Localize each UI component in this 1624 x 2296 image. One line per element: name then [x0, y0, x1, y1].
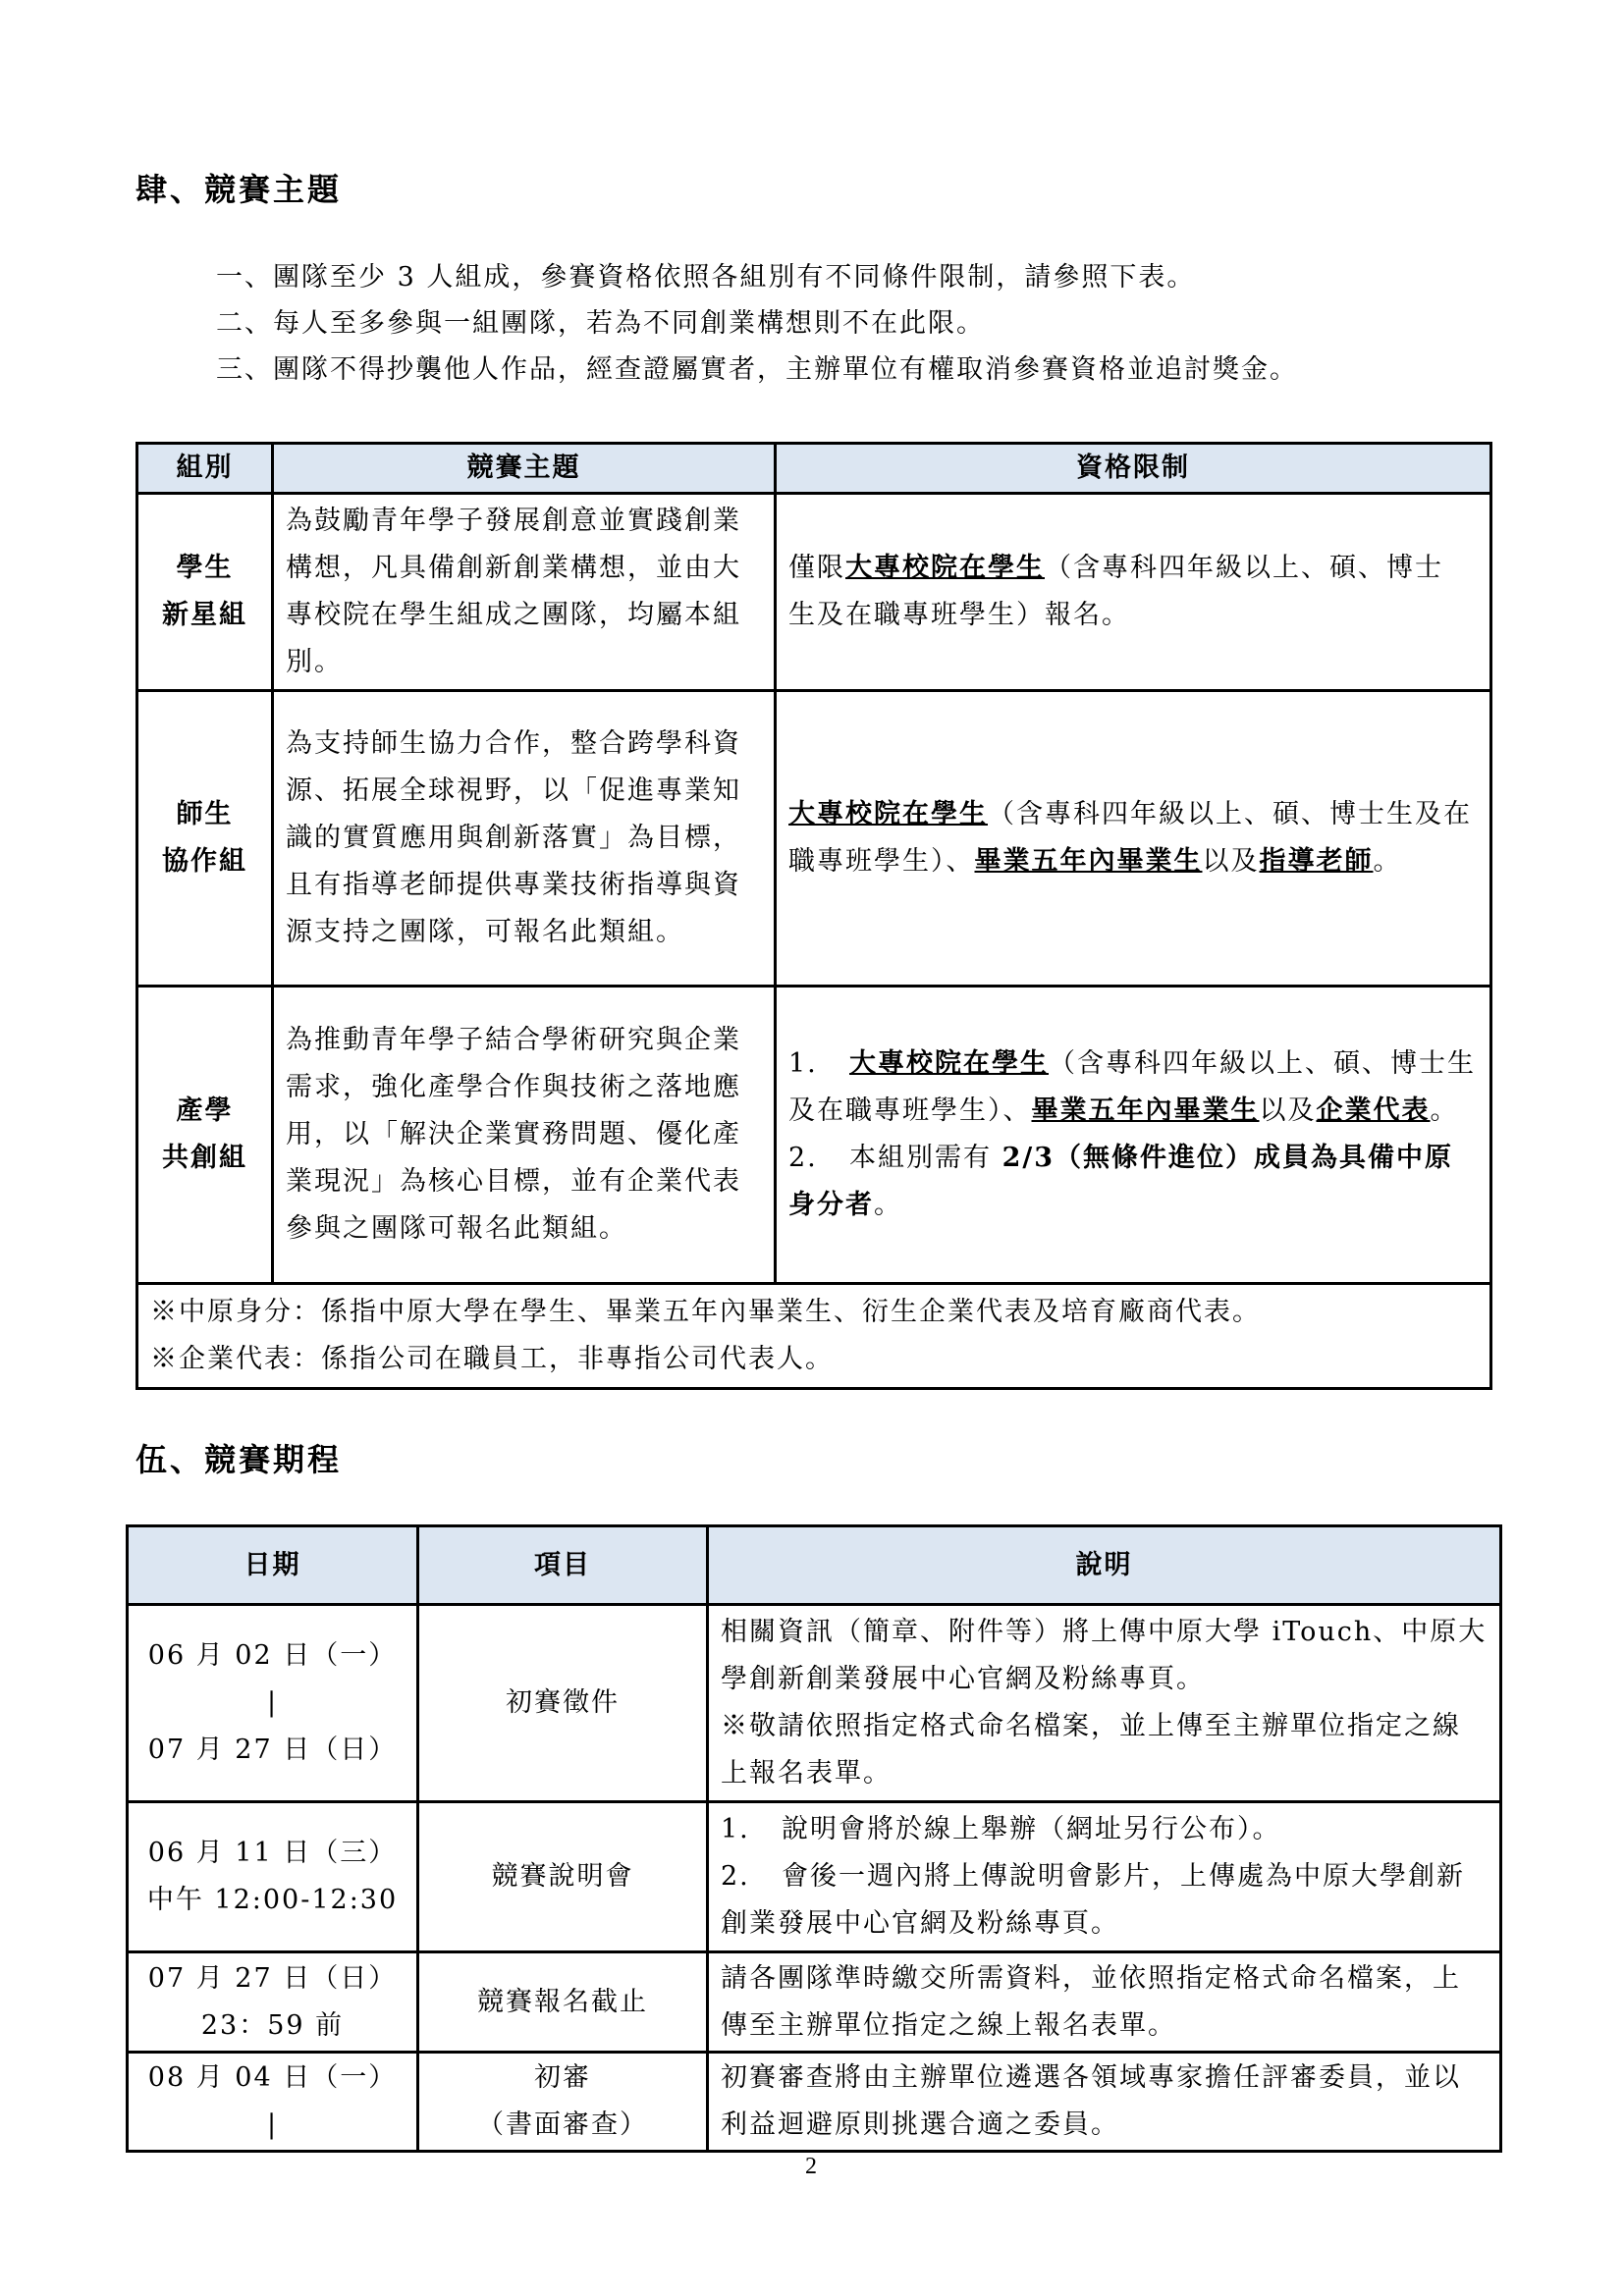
eligibility-emphasis: 指導老師 — [1259, 846, 1374, 877]
date-time: 23：59 前 — [200, 2009, 345, 2041]
date-deadline: 07 月 27 日（日） — [147, 1962, 398, 1994]
eligibility-cell — [776, 691, 1491, 987]
description-item-1 — [721, 1806, 1488, 1853]
table-row — [137, 691, 1491, 987]
header-theme: 競賽主題 — [273, 444, 776, 494]
table-notes-row — [137, 1284, 1491, 1389]
header-date: 日期 — [128, 1526, 418, 1605]
description-line: 相關資訊（簡章、附件等）將上傳中原大學 iTouch、中原大學創新創業發展中心官網及粉絲專頁。 — [721, 1617, 1488, 1694]
date-start: 06 月 02 日（一） — [147, 1640, 398, 1671]
group-name-line2: 共創組 — [162, 1143, 247, 1173]
date-start: 08 月 04 日（一） — [147, 2062, 398, 2093]
eligibility-emphasis: 畢業五年內畢業生 — [1031, 1095, 1260, 1126]
description-line: 說明會將於線上舉辦（網址另行公布）。 — [782, 1814, 1281, 1844]
description-cell — [708, 1802, 1501, 1952]
eligibility-text: 。 — [874, 1190, 902, 1220]
eligibility-text: 以及 — [1259, 1095, 1317, 1126]
eligibility-emphasis: 企業代表 — [1316, 1095, 1431, 1126]
group-name-line1: 學生 — [176, 553, 234, 583]
item-title: 初審 — [534, 2062, 591, 2093]
note-line: ※企業代表：係指公司在職員工，非專指公司代表人。 — [150, 1344, 834, 1374]
description-cell: 請各團隊準時繳交所需資料，並依照指定格式命名檔案，上傳至主辦單位指定之線上報名表單。 — [708, 1952, 1501, 2053]
header-item: 項目 — [418, 1526, 708, 1605]
description-cell: 初賽審查將由主辦單位遴選各領域專家擔任評審委員，並以利益迴避原則挑選合適之委員。 — [708, 2053, 1501, 2152]
table-row — [128, 1952, 1501, 2053]
eligibility-cell — [776, 987, 1491, 1284]
date-range-separator: | — [266, 2109, 279, 2140]
eligibility-text: （含專科四年級以上、碩、博士生及在職專班學生）、 — [788, 1048, 1476, 1126]
date-cell — [128, 1952, 418, 2053]
rule-2: 二、每人至多參與一組團隊，若為不同創業構想則不在此限。 — [216, 308, 985, 339]
item-cell: 初賽徵件 — [418, 1605, 708, 1802]
header-group: 組別 — [137, 444, 273, 494]
eligibility-bold: 2/3（無條件進位）成員為具備中原身分者 — [788, 1143, 1454, 1220]
list-number: 1. — [721, 1814, 750, 1844]
note-line: ※中原身分：係指中原大學在學生、畢業五年內畢業生、衍生企業代表及培育廠商代表。 — [150, 1297, 1261, 1327]
table-header-row — [128, 1526, 1501, 1605]
group-name-line1: 產學 — [176, 1095, 234, 1126]
description-cell — [708, 1605, 1501, 1802]
group-name-line1: 師生 — [176, 799, 234, 829]
eligibility-item-2 — [788, 1135, 1478, 1229]
description-line: 會後一週內將上傳說明會影片，上傳處為中原大學創新創業發展中心官網及粉絲專頁。 — [721, 1861, 1465, 1939]
description-item-2 — [721, 1853, 1488, 1948]
notes-cell — [137, 1284, 1491, 1389]
section-heading-competition-theme: 肆、競賽主題 — [135, 171, 343, 208]
eligibility-text: 。 — [1430, 1095, 1459, 1126]
table-row — [128, 1802, 1501, 1952]
date-start: 06 月 11 日（三） — [147, 1838, 398, 1868]
header-description: 說明 — [708, 1526, 1501, 1605]
theme-cell: 為支持師生協力合作，整合跨學科資源、拓展全球視野，以「促進專業知識的實質應用與創新落實」為目標，且有指導老師提供專業技術指導與資源支持之團隊，可報名此類組。 — [273, 691, 776, 987]
eligibility-text: 。 — [1373, 846, 1402, 877]
eligibility-cell — [776, 494, 1491, 691]
date-cell — [128, 1605, 418, 1802]
date-cell — [128, 1802, 418, 1952]
group-name-line2: 協作組 — [162, 846, 247, 877]
eligibility-emphasis: 大專校院在學生 — [788, 799, 988, 829]
eligibility-text: 以及 — [1202, 846, 1260, 877]
eligibility-text: 僅限 — [788, 553, 845, 583]
list-number: 2. — [788, 1143, 818, 1173]
list-number: 1. — [788, 1048, 818, 1079]
item-cell — [418, 2053, 708, 2152]
group-name-line2: 新星組 — [162, 600, 247, 630]
date-time: 中午 12:00-12:30 — [146, 1885, 399, 1915]
eligibility-text: （含專科四年級以上、碩、博士生及在職專班學生）報名。 — [788, 553, 1443, 630]
date-end: 07 月 27 日（日） — [147, 1735, 398, 1765]
group-cell — [137, 691, 273, 987]
eligibility-text: 本組別需有 — [849, 1143, 1002, 1173]
group-cell — [137, 987, 273, 1284]
description-note: ※敬請依照指定格式命名檔案，並上傳至主辦單位指定之線上報名表單。 — [721, 1711, 1461, 1789]
item-cell: 競賽報名截止 — [418, 1952, 708, 2053]
date-range-separator: | — [266, 1687, 279, 1718]
eligibility-emphasis: 大專校院在學生 — [849, 1048, 1049, 1079]
theme-cell: 為鼓勵青年學子發展創意並實踐創業構想，凡具備創新創業構想，並由大專校院在學生組成之團隊，均屬本組別。 — [273, 494, 776, 691]
schedule-table — [126, 1524, 1502, 2153]
section-heading-schedule: 伍、競賽期程 — [135, 1441, 343, 1478]
table-row — [137, 494, 1491, 691]
date-cell — [128, 2053, 418, 2152]
table-row — [137, 987, 1491, 1284]
item-cell: 競賽說明會 — [418, 1802, 708, 1952]
eligibility-emphasis: 大專校院在學生 — [845, 553, 1045, 583]
rule-1: 一、團隊至少 3 人組成，參賽資格依照各組別有不同條件限制，請參照下表。 — [216, 262, 1196, 293]
competition-theme-table — [135, 442, 1492, 1390]
table-row — [128, 1605, 1501, 1802]
table-row — [128, 2053, 1501, 2152]
eligibility-emphasis: 畢業五年內畢業生 — [974, 846, 1203, 877]
eligibility-text: （含專科四年級以上、碩、博士生及在職專班學生）、 — [788, 799, 1472, 877]
header-eligibility: 資格限制 — [776, 444, 1491, 494]
eligibility-item-1 — [788, 1041, 1478, 1135]
list-number: 2. — [721, 1861, 750, 1892]
table-header-row — [137, 444, 1491, 494]
theme-cell: 為推動青年學子結合學術研究與企業需求，強化產學合作與技術之落地應用，以「解決企業實務問題、優化產業現況」為核心目標，並有企業代表參與之團隊可報名此類組。 — [273, 987, 776, 1284]
page-number: 2 — [805, 2154, 817, 2179]
item-subtitle: （書面審查） — [477, 2109, 648, 2140]
group-cell — [137, 494, 273, 691]
rule-3: 三、團隊不得抄襲他人作品，經查證屬實者，主辦單位有權取消參賽資格並追討獎金。 — [216, 354, 1298, 385]
